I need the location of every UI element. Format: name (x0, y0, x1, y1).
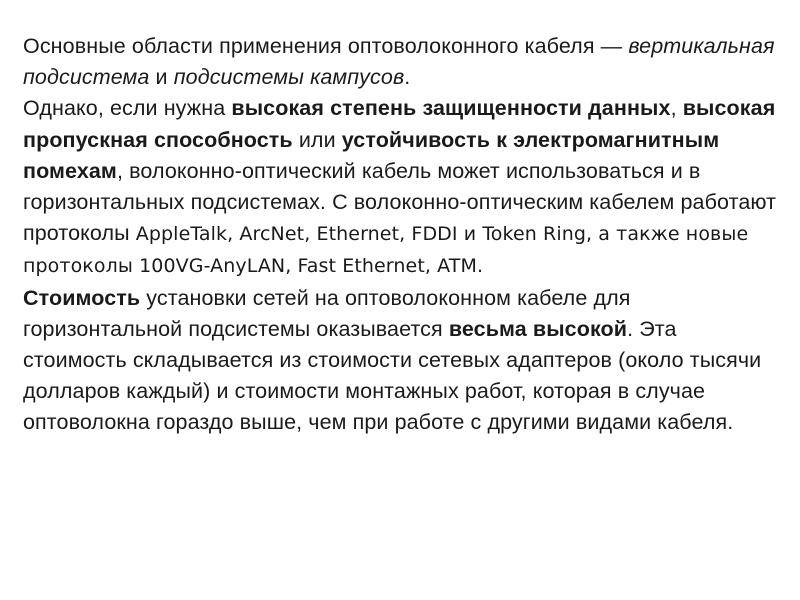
protocol-list: AppleTalk, ArcNet, Ethernet, FDDI и Token Ring, а также новые протоколы 100VG-AnyLAN, Fast Ethernet, ATM. (23, 223, 749, 278)
text-run: . Эта стоимость складывается из стоимости сетевых адаптеров (около тысячи долларов каждый) и стоимости монтажных работ, которая в случае оптоволокна гораздо выше, чем при работе с другими видами кабеля. (23, 316, 762, 435)
text-run: Основные области применения оптоволоконного кабеля — (23, 34, 629, 58)
text-run: установки сетей на оптоволоконном кабеле для горизонтальной подсистемы оказывается (23, 285, 631, 341)
text-run: , (670, 96, 683, 121)
italic-campus-subsystems: подсистемы кампусов (173, 65, 405, 90)
bold-very-high: весьма высокой (448, 316, 628, 341)
bold-cost: Стоимость (23, 285, 141, 310)
bold-high-bandwidth: высокая пропускная способность (23, 96, 776, 152)
text-run: . (404, 65, 411, 90)
text-run: , волоконно-оптический кабель может использоваться и в горизонтальных подсистемах. С волоконно-оптическим кабелем работают протоколы (23, 158, 777, 246)
text-run: или (292, 127, 342, 152)
text-run: Однако, если нужна (23, 96, 232, 121)
italic-vertical-subsystem: вертикальная подсистема (23, 34, 775, 90)
bold-data-security: высокая степень защищенности данных (231, 96, 671, 121)
bold-emi-resistance: устойчивость к электромагнитным помехам (23, 127, 720, 183)
paragraph-fiber-applications (23, 31, 783, 283)
slide-text-block (23, 31, 783, 439)
text-run: и (149, 65, 174, 90)
paragraph-cost (23, 283, 783, 439)
